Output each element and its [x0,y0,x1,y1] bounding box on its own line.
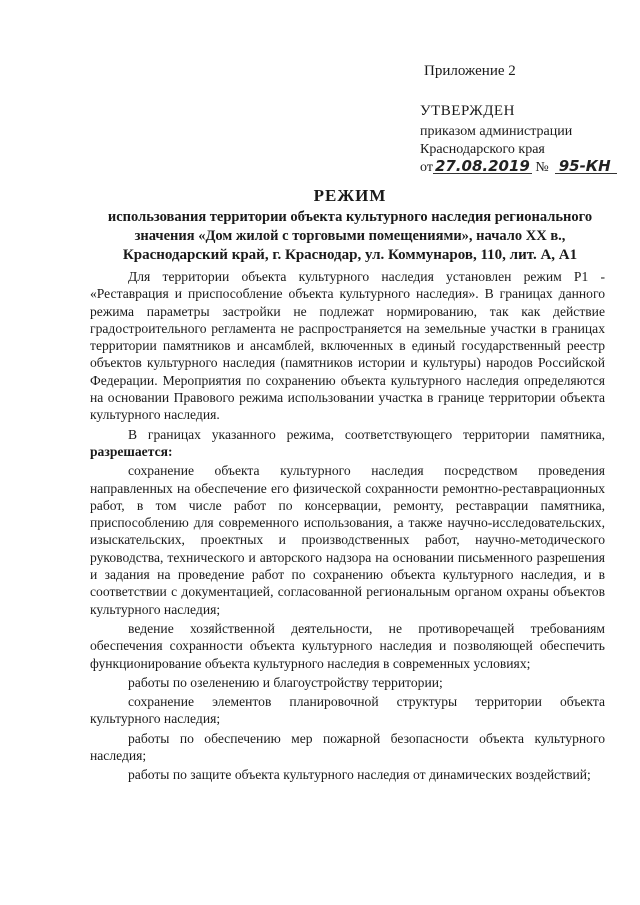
approval-date-line [420,159,630,177]
approval-order-line1: приказом администрации [420,124,573,139]
approval-block [420,102,630,177]
handwritten-number: 95-КН [555,159,617,174]
document-body [90,268,605,786]
list-item: сохранение элементов планировочной структуры территории объекта культурного наследия; [90,694,605,727]
permitted-intro-text: В границах указанного режима, соответствующего территории памятника, [128,426,605,442]
title-line-1: использования территории объекта культурного наследия регионального [107,209,593,225]
handwritten-date: 27.08.2019 [434,157,530,175]
approval-order-line2: Краснодарского края [420,142,545,157]
number-sign: № [535,160,549,175]
paragraph-regime-description: Для территории объекта культурного наследия установлен режим Р1 - «Реставрация и приспособление объекта культурного наследия». В границах данного режима параметры застройки не подлежат нормированию, так как действие градостроительного регламента не распространяется на земельные участки в границах территории памятников и ансамблей, включенных в единый государственный реестр объектов культурного наследия (памятников истории и культуры) народов Российской Федерации. Мероприятия по сохранению объекта культурного наследия определяются на основании Правового режима использовании участка в границе территории объекта культурного наследия. [90,269,605,423]
appendix-label: Приложение 2 [424,63,516,79]
permitted-bold-label: разрешается: [90,443,173,459]
document-title-block [70,186,630,265]
paragraph-permitted-intro [90,426,605,461]
approved-heading: УТВЕРЖДЕН [420,103,515,119]
date-prefix: от [420,160,433,175]
list-item: ведение хозяйственной деятельности, не противоречащей требованиям обеспечения сохранности объекта культурного наследия и позволяющей обеспечить функционирование объекта культурного наследия в современных условиях; [90,620,605,671]
list-item: работы по обеспечению мер пожарной безопасности объекта культурного наследия; [90,730,605,764]
list-item: работы по защите объекта культурного наследия от динамических воздействий; [128,767,591,783]
title-line-2: значения «Дом жилой с торговыми помещениями», начало XX в., [134,228,566,244]
list-item: сохранение объекта культурного наследия посредством проведения направленных на обеспечение его физической сохранности ремонтно-реставрационных работ, в том числе работ по консервации, ремонту, реставрации памятника, приспособлению для современного использования, а также научно-исследовательских, изыскательских, проектных и производственных работ, научно-методического руководства, технического и авторского надзора на основании письменного разрешения и задания на проведение работ по сохранению объекта культурного наследия, и в соответствии с документацией, согласованной региональным органом охраны объектов культурного наследия; [90,463,605,617]
document-title: РЕЖИМ [313,186,387,205]
list-item: работы по озеленению и благоустройству территории; [128,674,443,690]
title-line-3: Краснодарский край, г. Краснодар, ул. Коммунаров, 110, лит. А, А1 [122,247,578,263]
